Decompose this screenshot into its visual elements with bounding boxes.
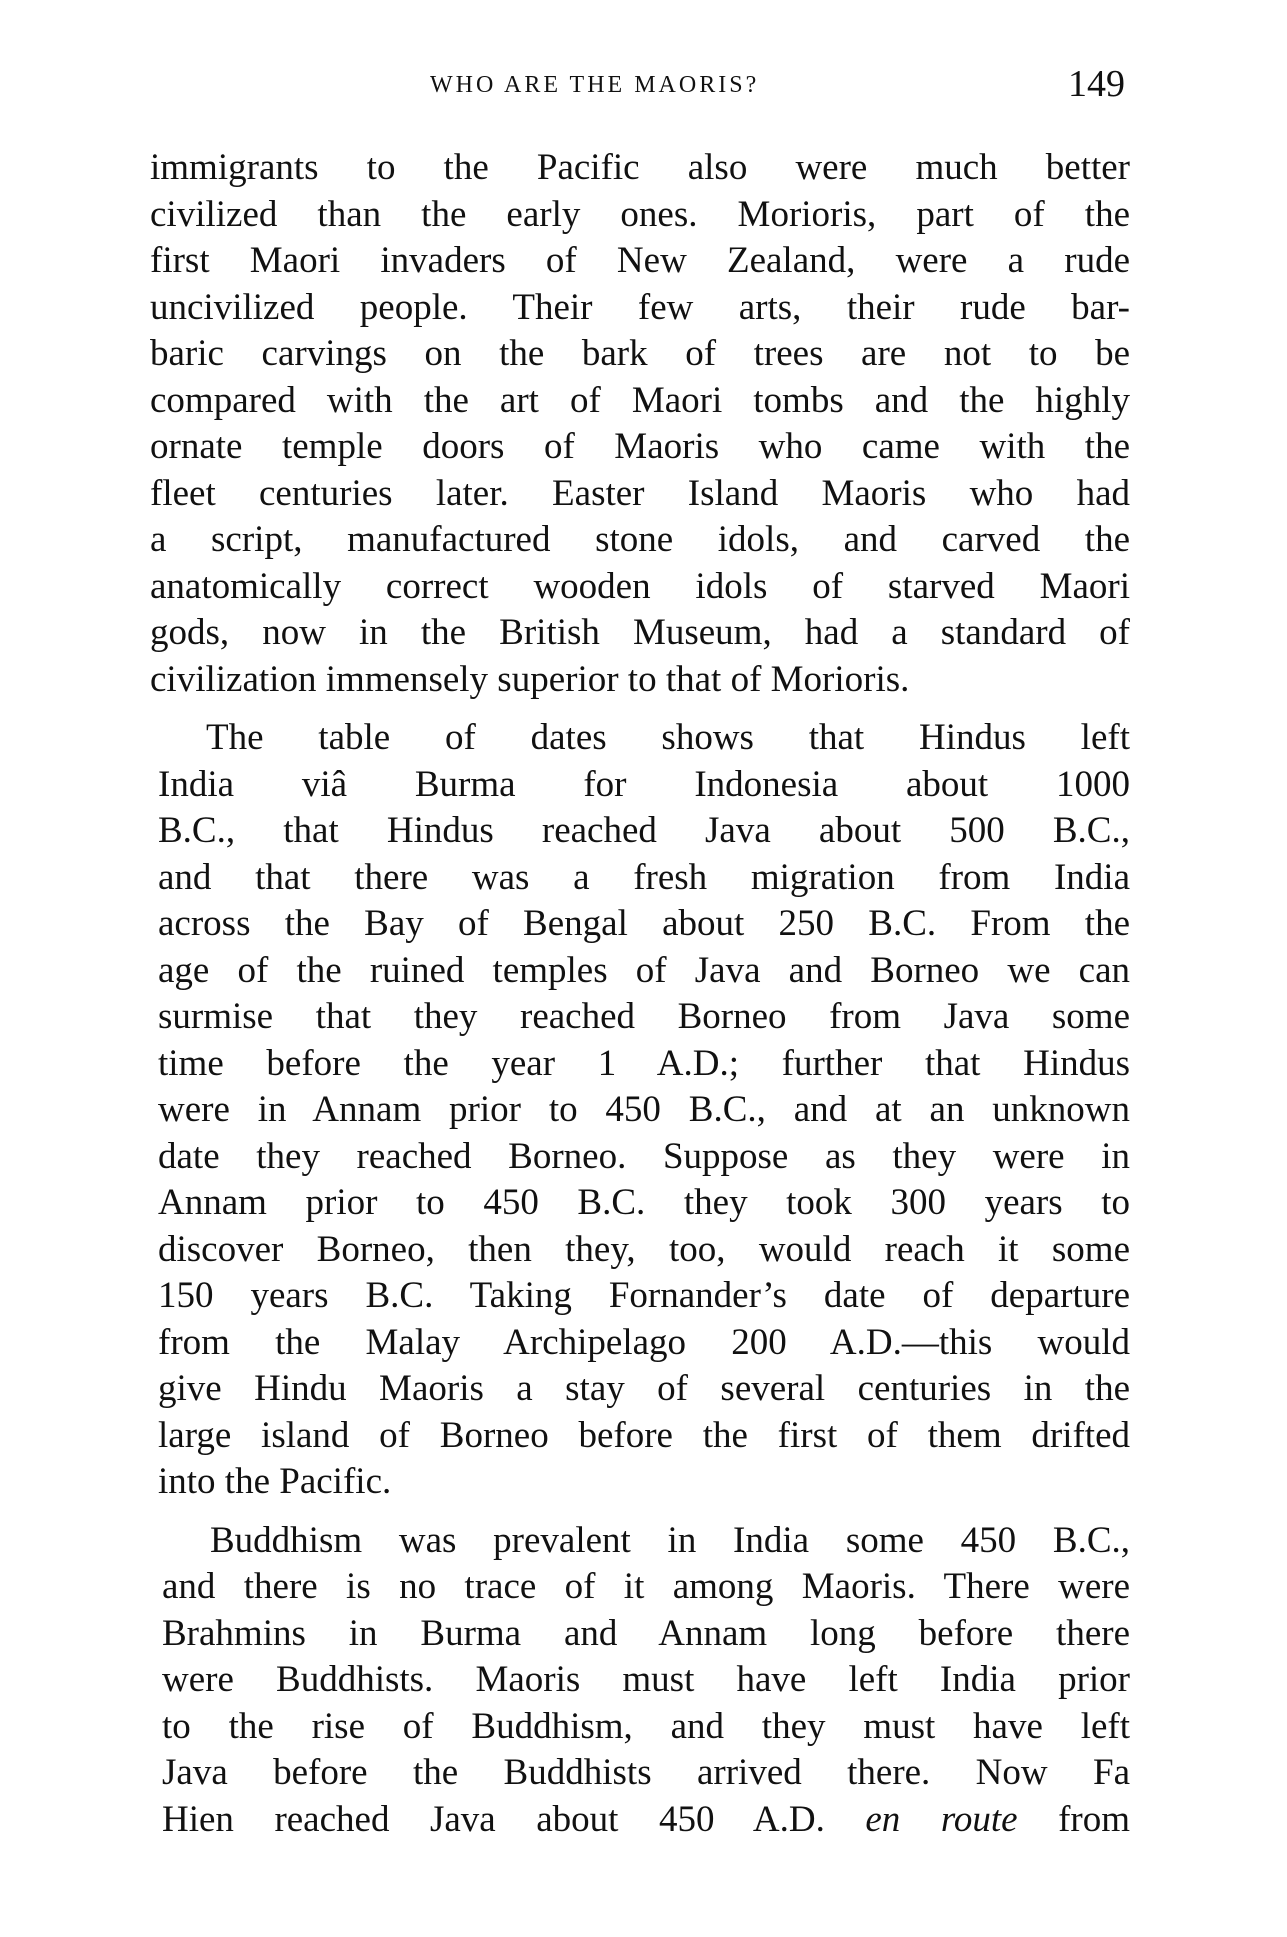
paragraph bbox=[162, 1518, 1130, 1844]
text-line: into the Pacific. bbox=[158, 1461, 392, 1502]
text-line: Java before the Buddhists arrived there. Now Fa bbox=[162, 1752, 1130, 1793]
text-line: and there is no trace of it among Maoris. There were bbox=[162, 1566, 1130, 1607]
text-run: from bbox=[1017, 1798, 1130, 1840]
body-text bbox=[150, 145, 1130, 1843]
text-line: 150 years B.C. Taking Fornander’s date of departure bbox=[158, 1275, 1130, 1316]
text-line: uncivilized people. Their few arts, their rude bar- bbox=[150, 286, 1130, 328]
running-title: WHO ARE THE MAORIS? bbox=[430, 72, 760, 98]
paragraph bbox=[158, 715, 1130, 1506]
text-line: India viâ Burma for Indonesia about 1000 bbox=[158, 763, 1130, 805]
text-line: civilization immensely superior to that of Morioris. bbox=[150, 658, 910, 700]
text-line: from the Malay Archipelago 200 A.D.—this would bbox=[158, 1321, 1130, 1363]
text-line: age of the ruined temples of Java and Borneo we can bbox=[158, 949, 1130, 991]
paragraph bbox=[150, 145, 1130, 703]
text-line: give Hindu Maoris a stay of several centuries in the bbox=[158, 1368, 1130, 1409]
text-line: civilized than the early ones. Morioris, part of the bbox=[150, 193, 1130, 235]
text-line: were in Annam prior to 450 B.C., and at an unknown bbox=[158, 1089, 1130, 1130]
text-line: B.C., that Hindus reached Java about 500 B.C., bbox=[158, 810, 1130, 851]
text-line: date they reached Borneo. Suppose as they were in bbox=[158, 1135, 1130, 1177]
text-line: anatomically correct wooden idols of starved Maori bbox=[150, 565, 1130, 607]
text-line: to the rise of Buddhism, and they must have left bbox=[162, 1705, 1130, 1747]
text-line: surmise that they reached Borneo from Java some bbox=[158, 996, 1130, 1037]
text-line: immigrants to the Pacific also were much better bbox=[150, 147, 1130, 188]
text-line: Buddhism was prevalent in India some 450 B.C., bbox=[210, 1519, 1130, 1561]
text-line: time before the year 1 A.D.; further that Hindus bbox=[158, 1042, 1130, 1084]
text-line: ornate temple doors of Maoris who came with the bbox=[150, 426, 1130, 467]
text-line: Brahmins in Burma and Annam long before there bbox=[162, 1612, 1130, 1654]
text-run: Hien reached Java about 450 A.D. bbox=[162, 1798, 866, 1840]
text-line: gods, now in the British Museum, had a standard of bbox=[150, 612, 1130, 653]
text-line: first Maori invaders of New Zealand, were a rude bbox=[150, 240, 1130, 281]
text-line: large island of Borneo before the first of them drifted bbox=[158, 1414, 1130, 1456]
text-line: fleet centuries later. Easter Island Maoris who had bbox=[150, 472, 1130, 514]
text-line bbox=[162, 1797, 1130, 1844]
text-line: discover Borneo, then they, too, would reach it some bbox=[158, 1228, 1130, 1270]
page-number: 149 bbox=[1068, 63, 1125, 105]
text-line: The table of dates shows that Hindus left bbox=[206, 717, 1130, 758]
text-line: across the Bay of Bengal about 250 B.C. From the bbox=[158, 903, 1130, 944]
text-line: compared with the art of Maori tombs and the highly bbox=[150, 379, 1130, 421]
text-line: were Buddhists. Maoris must have left India prior bbox=[162, 1659, 1130, 1700]
italic-phrase: en route bbox=[865, 1798, 1018, 1840]
text-line: baric carvings on the bark of trees are not to be bbox=[150, 333, 1130, 374]
text-line: Annam prior to 450 B.C. they took 300 years to bbox=[158, 1182, 1130, 1223]
text-line: a script, manufactured stone idols, and carved the bbox=[150, 519, 1130, 560]
text-line: and that there was a fresh migration from India bbox=[158, 856, 1130, 898]
